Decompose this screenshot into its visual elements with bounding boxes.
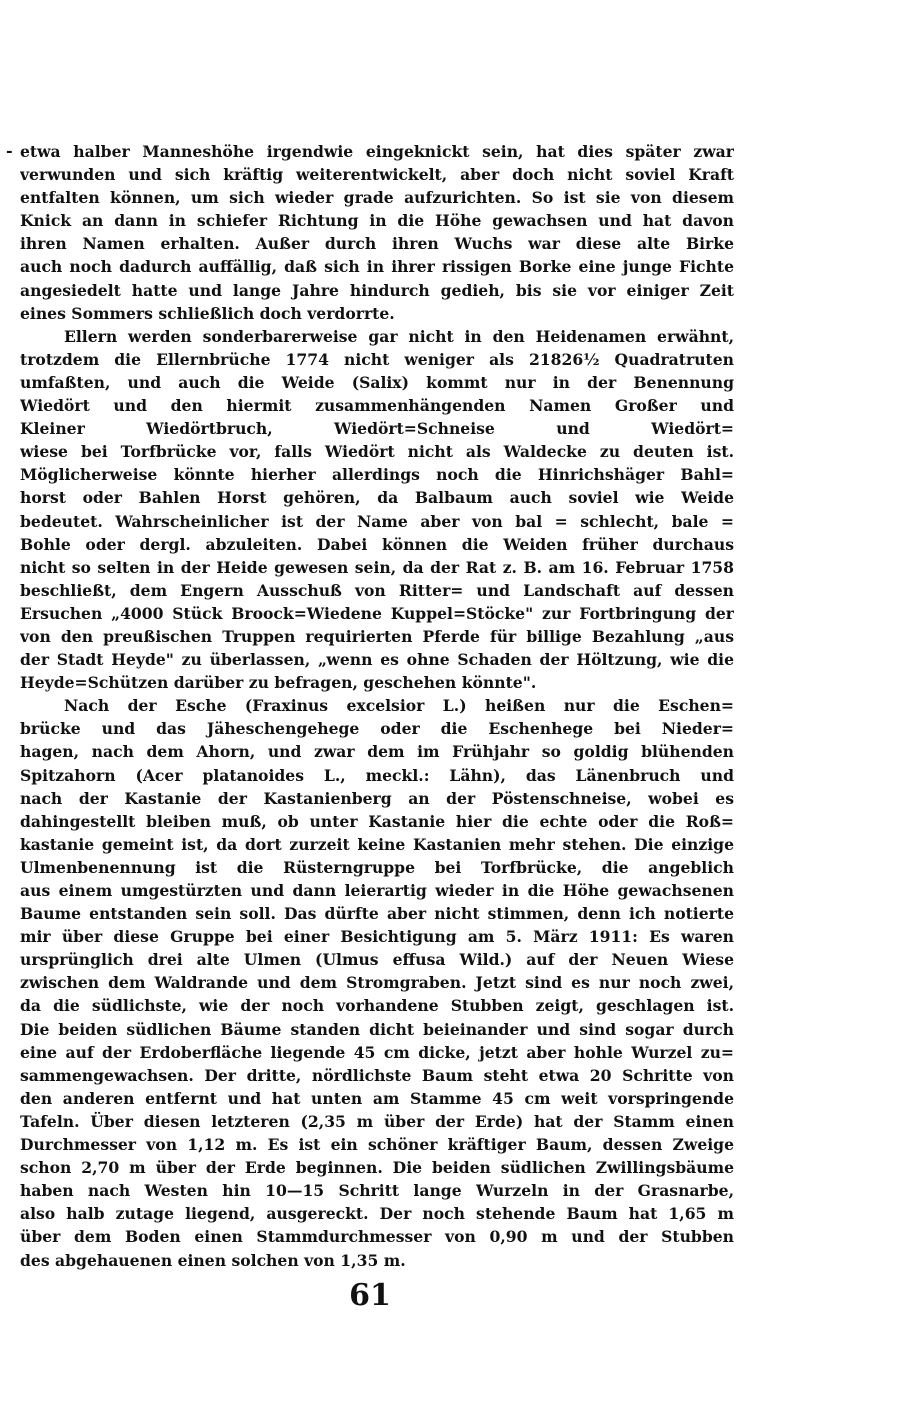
- text-line: der Stadt Heyde" zu überlassen, „wenn es ohne Schaden der Höltzung, wie die: [20, 650, 734, 670]
- text-line: Ulmenbenennung ist die Rüsterngruppe bei Torfbrücke, die angeblich: [20, 857, 734, 877]
- text-line: nach der Kastanie der Kastanienberg an der Pöstenschneise, wobei es: [20, 788, 734, 808]
- text-line: den anderen entfernt und hat unten am Stamme 45 cm weit vorspringende: [20, 1088, 734, 1108]
- text-line: bedeutet. Wahrscheinlicher ist der Name aber von bal = schlecht, bale =: [20, 511, 734, 531]
- text-line: beschließt, dem Engern Ausschuß von Ritter= und Landschaft auf dessen: [20, 580, 734, 600]
- text-line: also halb zutage liegend, ausgereckt. Der noch stehende Baum hat 1,65 m: [20, 1204, 734, 1224]
- text-line: angesiedelt hatte und lange Jahre hindurch gedieh, bis sie vor einiger Zeit: [20, 280, 734, 300]
- text-line: Bohle oder dergl. abzuleiten. Dabei können die Weiden früher durchaus: [20, 534, 734, 554]
- text-line: Ellern werden sonderbarerweise gar nicht in den Heidenamen erwähnt,: [64, 326, 734, 346]
- margin-mark: -: [6, 141, 13, 160]
- text-line: Ersuchen „4000 Stück Broock=Wiedene Kuppel=Stöcke" zur Fortbringung der: [20, 603, 734, 623]
- text-line: eine auf der Erdoberfläche liegende 45 cm dicke, jetzt aber hohle Wurzel zu=: [20, 1042, 734, 1062]
- text-line: Möglicherweise könnte hierher allerdings noch die Hinrichshäger Bahl=: [20, 465, 734, 485]
- text-line: trotzdem die Ellernbrüche 1774 nicht weniger als 21826½ Quadratruten: [20, 349, 734, 369]
- body-text: [20, 140, 734, 1272]
- text-line: auch noch dadurch auffällig, daß sich in ihrer rissigen Borke eine junge Fichte: [20, 257, 734, 277]
- text-line: Heyde=Schützen darüber zu befragen, geschehen könnte".: [20, 673, 537, 693]
- text-line: Die beiden südlichen Bäume standen dicht beieinander und sind sogar durch: [20, 1019, 734, 1039]
- text-line: ihren Namen erhalten. Außer durch ihren Wuchs war diese alte Birke: [20, 234, 734, 254]
- text-line: Durchmesser von 1,12 m. Es ist ein schöner kräftiger Baum, dessen Zweige: [20, 1135, 734, 1155]
- text-line: Baume entstanden sein soll. Das dürfte aber nicht stimmen, denn ich notierte: [20, 904, 734, 924]
- text-line: wiese bei Torfbrücke vor, falls Wiedört nicht als Waldecke zu deuten ist.: [20, 442, 734, 462]
- text-line: nicht so selten in der Heide gewesen sein, da der Rat z. B. am 16. Februar 1758: [20, 557, 734, 577]
- text-line: verwunden und sich kräftig weiterentwickelt, aber doch nicht soviel Kraft: [20, 165, 734, 185]
- text-line: mir über diese Gruppe bei einer Besichtigung am 5. März 1911: Es waren: [20, 927, 734, 947]
- text-line: da die südlichste, wie der noch vorhandene Stubben zeigt, geschlagen ist.: [20, 996, 734, 1016]
- text-line: dahingestellt bleiben muß, ob unter Kastanie hier die echte oder die Roß=: [20, 811, 734, 831]
- text-line: etwa halber Manneshöhe irgendwie eingeknickt sein, hat dies später zwar: [20, 142, 734, 161]
- text-line: hagen, nach dem Ahorn, und zwar dem im Frühjahr so goldig blühenden: [20, 742, 734, 762]
- text-line: Tafeln. Über diesen letzteren (2,35 m über der Erde) hat der Stamm einen: [20, 1111, 734, 1131]
- text-line: haben nach Westen hin 10—15 Schritt lange Wurzeln in der Grasnarbe,: [20, 1181, 734, 1201]
- text-line: Kleiner Wiedörtbruch, Wiedört=Schneise und Wiedört=: [20, 419, 734, 439]
- text-line: eines Sommers schließlich doch verdorrte.: [20, 303, 395, 323]
- text-line: aus einem umgestürzten und dann leierartig wieder in die Höhe gewachsenen: [20, 881, 734, 900]
- page-number: 61: [349, 1278, 391, 1313]
- text-line: sammengewachsen. Der dritte, nördlichste Baum steht etwa 20 Schritte von: [20, 1065, 734, 1085]
- text-line: ursprünglich drei alte Ulmen (Ulmus effusa Wild.) auf der Neuen Wiese: [20, 950, 734, 970]
- text-line: schon 2,70 m über der Erde beginnen. Die beiden südlichen Zwillingsbäume: [20, 1158, 734, 1178]
- text-line: umfaßten, und auch die Weide (Salix) kommt nur in der Benennung: [20, 372, 734, 392]
- text-line: horst oder Bahlen Horst gehören, da Balbaum auch soviel wie Weide: [20, 488, 734, 508]
- text-line: entfalten können, um sich wieder grade aufzurichten. So ist sie von diesem: [20, 188, 734, 208]
- text-line: Nach der Esche (Fraxinus excelsior L.) heißen nur die Eschen=: [64, 696, 734, 716]
- text-line: des abgehauenen einen solchen von 1,35 m.: [20, 1250, 406, 1270]
- text-line: kastanie gemeint ist, da dort zurzeit keine Kastanien mehr stehen. Die einzige: [20, 834, 734, 854]
- text-line: Wiedört und den hiermit zusammenhängenden Namen Großer und: [20, 396, 734, 416]
- text-line: brücke und das Jäheschengehege oder die Eschenhege bei Nieder=: [20, 719, 734, 739]
- text-line: Knick an dann in schiefer Richtung in die Höhe gewachsen und hat davon: [20, 211, 734, 231]
- text-line: von den preußischen Truppen requirierten Pferde für billige Bezahlung „aus: [20, 626, 734, 646]
- text-line: Spitzahorn (Acer platanoides L., meckl.: Lähn), das Länenbruch und: [20, 765, 734, 785]
- text-line: über dem Boden einen Stammdurchmesser von 0,90 m und der Stubben: [20, 1227, 734, 1247]
- text-line: zwischen dem Waldrande und dem Stromgraben. Jetzt sind es nur noch zwei,: [20, 973, 734, 993]
